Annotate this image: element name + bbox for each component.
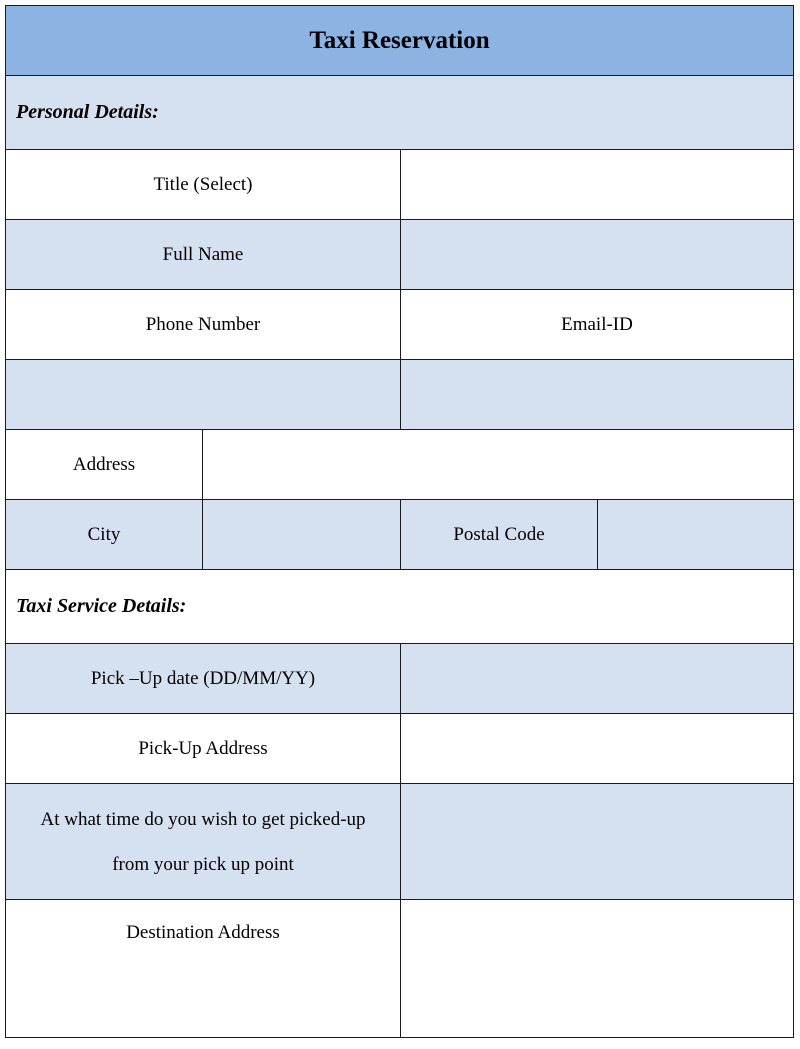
pickup-date-row	[6, 644, 793, 714]
city-label: City	[87, 523, 121, 545]
pickup-time-label-line2: from your pick up point	[112, 853, 294, 875]
phone-number-field[interactable]	[6, 360, 400, 429]
personal-details-section	[6, 76, 793, 150]
form-header	[6, 6, 793, 76]
taxi-service-section	[6, 570, 793, 644]
pickup-address-label: Pick-Up Address	[138, 737, 268, 759]
phone-number-label: Phone Number	[145, 313, 261, 335]
contact-labels-row	[6, 290, 793, 360]
city-postal-row	[6, 500, 793, 570]
address-field[interactable]	[202, 430, 793, 499]
pickup-time-label-line1: At what time do you wish to get picked-up	[40, 808, 366, 830]
contact-fields-row	[6, 360, 793, 430]
address-row	[6, 430, 793, 500]
destination-row	[6, 900, 793, 1037]
pickup-date-field[interactable]	[400, 644, 793, 713]
title-row	[6, 150, 793, 220]
destination-address-field[interactable]	[400, 900, 793, 1037]
title-select-label: Title (Select)	[153, 173, 253, 195]
form-title: Taxi Reservation	[309, 26, 490, 54]
destination-address-label: Destination Address	[126, 922, 280, 943]
pickup-time-label	[6, 784, 400, 899]
pickup-time-field[interactable]	[400, 784, 793, 899]
postal-code-field[interactable]	[597, 500, 793, 569]
pickup-time-row	[6, 784, 793, 900]
city-field[interactable]	[202, 500, 400, 569]
personal-details-heading: Personal Details:	[16, 101, 159, 123]
pickup-address-field[interactable]	[400, 714, 793, 783]
postal-code-label: Postal Code	[400, 500, 597, 569]
email-id-field[interactable]	[400, 360, 793, 429]
taxi-reservation-form	[5, 5, 794, 1038]
taxi-service-heading: Taxi Service Details:	[16, 595, 187, 617]
full-name-field[interactable]	[400, 220, 793, 289]
pickup-address-row	[6, 714, 793, 784]
address-label: Address	[72, 453, 136, 475]
pickup-date-label: Pick –Up date (DD/MM/YY)	[90, 667, 316, 689]
email-id-label: Email-ID	[400, 290, 793, 359]
title-select-field[interactable]	[400, 150, 793, 219]
full-name-row	[6, 220, 793, 290]
full-name-label: Full Name	[162, 243, 244, 265]
